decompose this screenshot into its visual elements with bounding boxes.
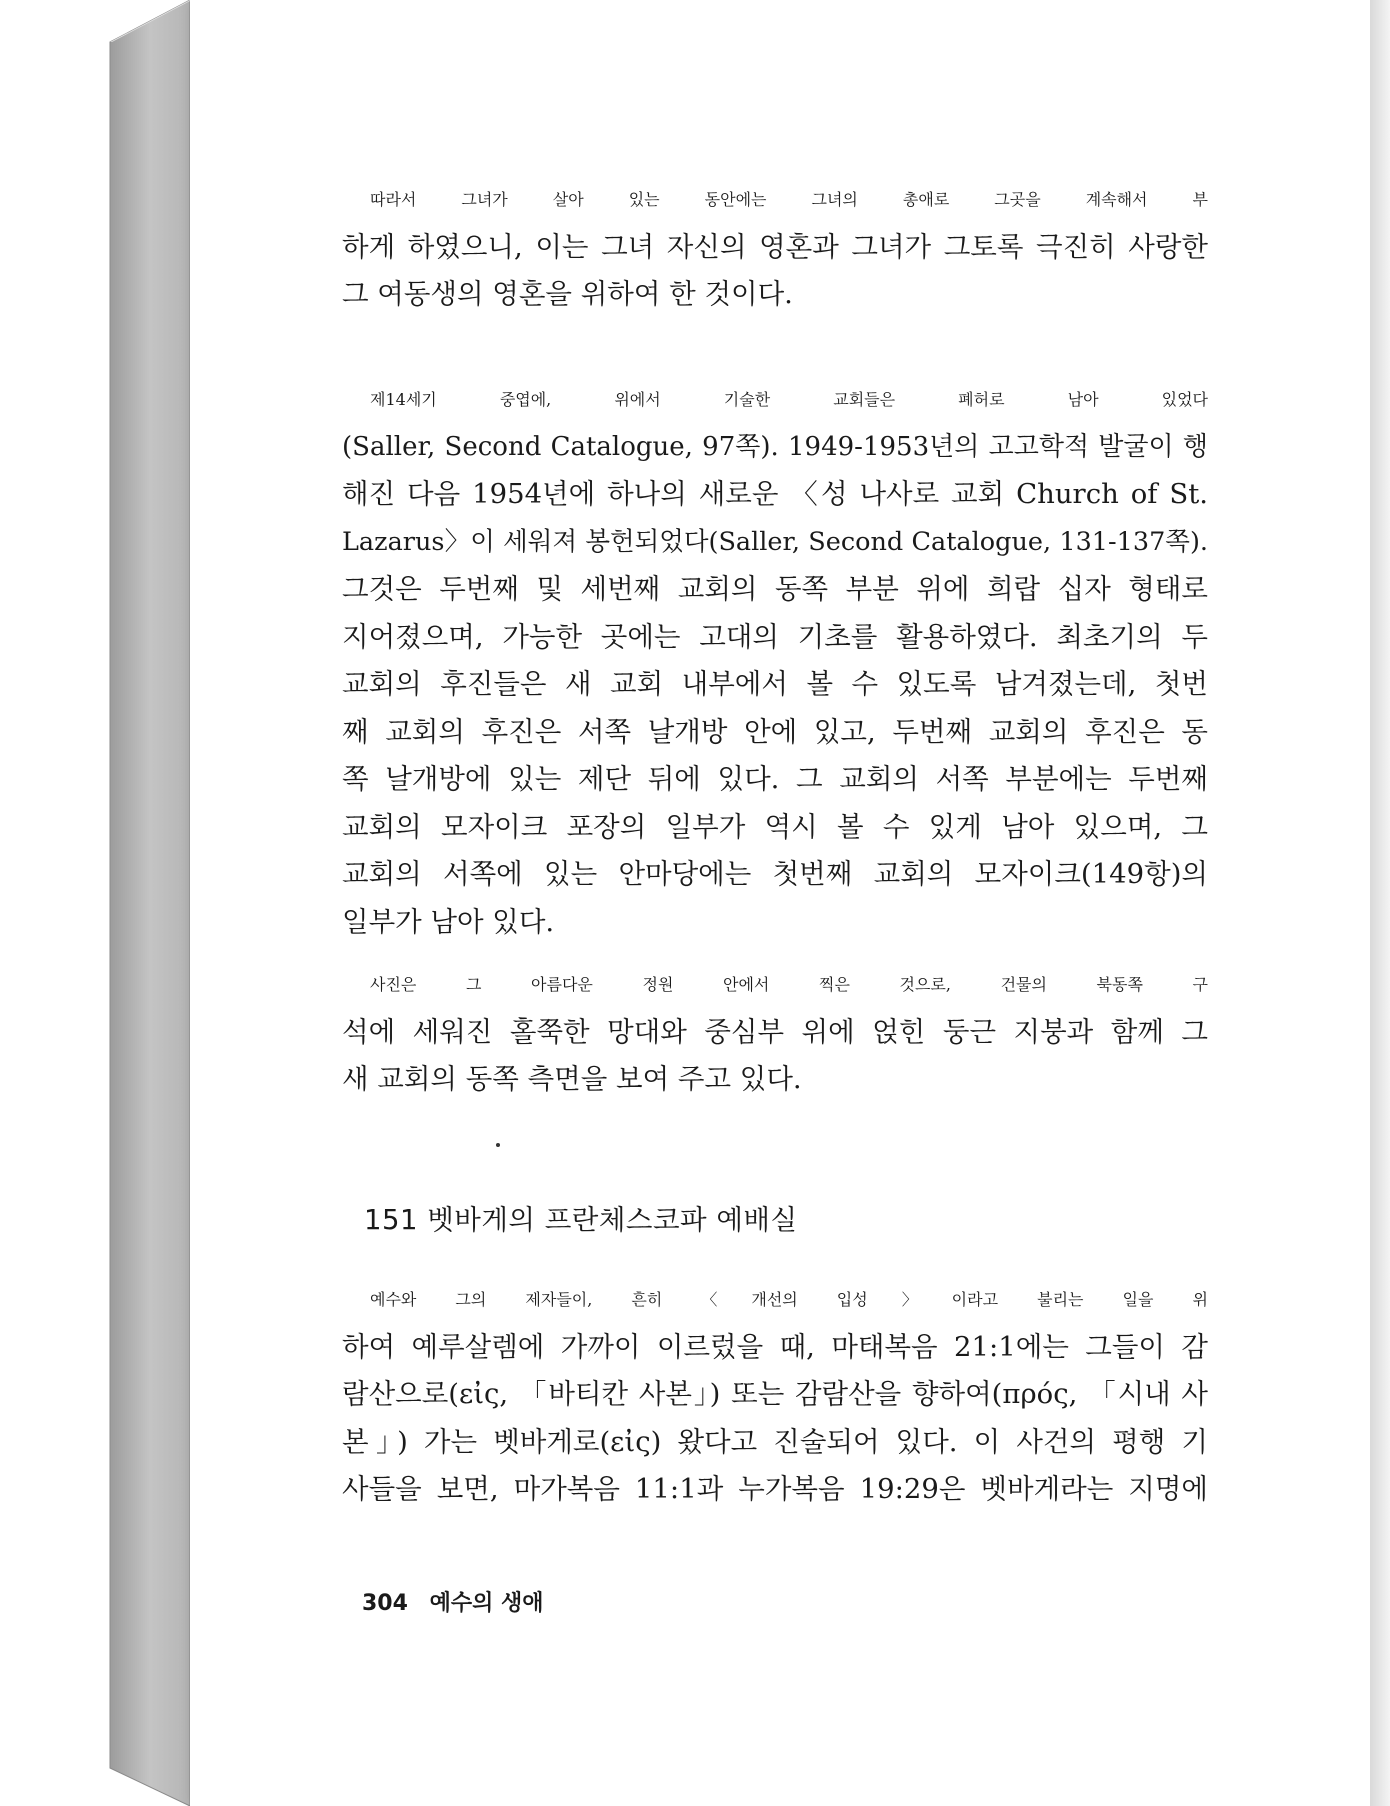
text-line: 해진 다음 1954년에 하나의 새로운 〈성 나사로 교회 Church of St. xyxy=(342,478,1208,510)
text-line: 교회의 서쪽에 있는 안마당에는 첫번째 교회의 모자이크(149항)의 xyxy=(342,858,1208,890)
page-footer xyxy=(362,1586,544,1617)
paragraph-4 xyxy=(342,1276,1208,1514)
section-heading: 151 벳바게의 프란체스코파 예배실 xyxy=(364,1204,798,1236)
text-line: 교회의 후진들은 새 교회 내부에서 볼 수 있도록 남겨졌는데, 첫번 xyxy=(342,668,1208,700)
text-line: 사진은 그 아름다운 정원 안에서 찍은 것으로, 건물의 북동쪽 구 xyxy=(370,975,1208,994)
paragraph-2 xyxy=(342,376,1208,946)
text-line: 따라서 그녀가 살아 있는 동안에는 그녀의 총애로 그곳을 계속해서 부 xyxy=(370,190,1208,209)
text-line: 그 여동생의 영혼을 위하여 한 것이다. xyxy=(342,278,793,310)
text-line: 석에 세워진 홀쭉한 망대와 중심부 위에 얹힌 둥근 지붕과 함께 그 xyxy=(342,1015,1208,1048)
text-line: 교회의 모자이크 포장의 일부가 역시 볼 수 있게 남아 있으며, 그 xyxy=(342,810,1208,843)
stray-dot xyxy=(496,1143,500,1147)
text-line: 그것은 두번째 및 세번째 교회의 동쪽 부분 위에 희랍 십자 형태로 xyxy=(342,573,1208,605)
text-line: 하여 예루살렘에 가까이 이르렀을 때, 마태복음 21:1에는 그들이 감 xyxy=(342,1330,1208,1363)
running-title: 예수의 생애 xyxy=(429,1591,544,1616)
page-edge xyxy=(1370,0,1390,1806)
text-line: 지어졌으며, 가능한 곳에는 고대의 기초를 활용하였다. 최초기의 두 xyxy=(342,620,1208,653)
page-number: 304 xyxy=(362,1591,408,1616)
text-line: 일부가 남아 있다. xyxy=(342,905,555,938)
text-line: 째 교회의 후진은 서쪽 날개방 안에 있고, 두번째 교회의 후진은 동 xyxy=(342,715,1208,748)
text-line: 람산으로(εἰς, 「바티칸 사본」) 또는 감람산을 향하여(πρός, 「시내 사 xyxy=(342,1378,1208,1410)
paragraph-3 xyxy=(342,961,1208,1104)
text-line: 쪽 날개방에 있는 제단 뒤에 있다. 그 교회의 서쪽 부분에는 두번째 xyxy=(342,763,1208,795)
book-page xyxy=(190,0,1370,1806)
text-line: 본」) 가는 벳바게로(εἰς) 왔다고 진술되어 있다. 이 사건의 평행 기 xyxy=(342,1425,1208,1458)
text-line: 예수와 그의 제자들이, 흔히 〈개선의 입성〉이라고 불리는 일을 위 xyxy=(370,1290,1208,1309)
paragraph-1 xyxy=(342,176,1208,319)
text-line: (Saller, Second Catalogue, 97쪽). 1949-1953년의 고고학적 발굴이 행 xyxy=(342,431,1208,462)
text-line: Lazarus〉이 세워져 봉헌되었다(Saller, Second Catalogue, 131-137쪽). xyxy=(342,526,1208,557)
text-line: 제14세기 중엽에, 위에서 기술한 교회들은 폐허로 남아 있었다 xyxy=(370,390,1208,409)
text-line: 사들을 보면, 마가복음 11:1과 누가복음 19:29은 벳바게라는 지명에 xyxy=(342,1473,1208,1505)
text-line: 하게 하였으니, 이는 그녀 자신의 영혼과 그녀가 그토록 극진히 사랑한 xyxy=(342,230,1208,263)
book-spine xyxy=(0,0,200,1806)
text-line: 새 교회의 동쪽 측면을 보여 주고 있다. xyxy=(342,1063,802,1095)
